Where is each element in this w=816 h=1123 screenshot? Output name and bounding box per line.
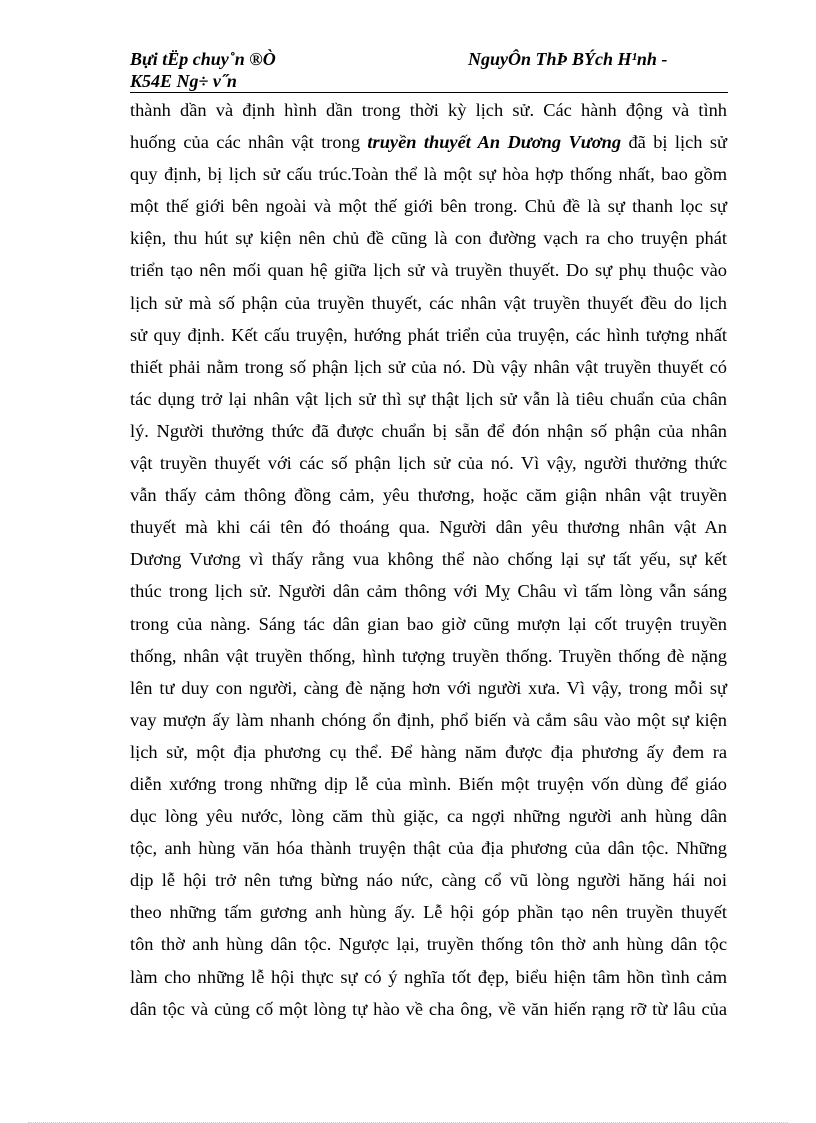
emphasized-title: truyền thuyết An Dương Vương bbox=[367, 132, 622, 153]
paragraph-line: làm cho những lễ hội thực sự có ý nghĩa tốt đẹp, biểu hiện tâm hồn tình cảm bbox=[130, 966, 727, 987]
paragraph-line: vật truyền thuyết với các số phận lịch sử của nó. Vì vậy, người thưởng thức bbox=[130, 453, 727, 474]
paragraph-line: lịch sử, một địa phương cụ thể. Để hàng năm được địa phương ấy đem ra bbox=[130, 741, 727, 762]
header-author-block bbox=[130, 48, 390, 92]
paragraph-line: quy định, bị lịch sử cấu trúc.Toàn thể là một sự hòa hợp thống nhất, bao gồm bbox=[130, 164, 727, 185]
header-author-line-1: Bựi tЁp chuy˚n ®Ò bbox=[130, 49, 276, 69]
body-paragraph bbox=[130, 94, 727, 1025]
paragraph-line: thiết phải nằm trong số phận lịch sử của nó. Dù vậy nhân vật truyền thuyết có bbox=[130, 356, 727, 377]
header-student-name: NguyÔn ThÞ BÝch H¹nh - bbox=[468, 49, 668, 69]
paragraph-line bbox=[130, 126, 727, 158]
paragraph-line: sử quy định. Kết cấu truyện, hướng phát triển của truyện, các hình tượng nhất bbox=[130, 324, 727, 345]
paragraph-line: lý. Người thưởng thức đã được chuẩn bị sẵn để đón nhận số phận của nhân bbox=[130, 420, 727, 441]
paragraph-line: vay mượn ấy làm nhanh chóng ổn định, phổ biến và cắm sâu vào một sự kiện bbox=[130, 709, 727, 730]
paragraph-line: lên tư duy con người, càng đè nặng hơn với người xưa. Vì vậy, trong mỗi sự bbox=[130, 677, 727, 698]
line-text-before: huống của các nhân vật trong bbox=[130, 132, 368, 153]
paragraph-line: kiện, thu hút sự kiện nên chủ đề cũng là con đường vạch ra cho truyện phát bbox=[130, 228, 727, 249]
header-divider bbox=[130, 92, 728, 93]
paragraph-line: theo những tấm gương anh hùng ấy. Lễ hội góp phần tạo nên truyền thuyết bbox=[130, 902, 727, 923]
paragraph-line: tôn thờ anh hùng dân tộc. Ngược lại, truyền thống tôn thờ anh hùng dân tộc bbox=[130, 934, 727, 955]
paragraph-line: dục lòng yêu nước, lòng căm thù giặc, ca ngợi những người anh hùng dân bbox=[130, 806, 727, 827]
line-text-after: đã bị lịch sử bbox=[621, 132, 728, 153]
paragraph-line: triển tạo nên mối quan hệ giữa lịch sử và truyền thuyết. Do sự phụ thuộc vào bbox=[130, 260, 727, 281]
paragraph-line: một thế giới bên ngoài và một thế giới bên trong. Chủ đề là sự thanh lọc sự bbox=[130, 196, 727, 217]
paragraph-line: tác dụng trở lại nhân vật lịch sử thì sự thật lịch sử vẫn là tiêu chuẩn của chân bbox=[130, 388, 727, 409]
paragraph-line: dân tộc và củng cố một lòng tự hào về cha ông, về văn hiến rạng rỡ từ lâu của bbox=[130, 998, 727, 1019]
paragraph-line: thuyết mà khi cái tên đó thoáng qua. Người dân yêu thương nhân vật An bbox=[130, 517, 727, 538]
paragraph-line: thúc trong lịch sử. Người dân cảm thông với Mỵ Châu vì tấm lòng vẫn sáng bbox=[130, 581, 727, 602]
paragraph-line: vẫn thấy cảm thông đồng cảm, yêu thương, hoặc căm giận nhân vật truyền bbox=[130, 485, 727, 506]
paragraph-line: Dương Vương vì thấy rằng vua không thể nào chống lại sự tất yếu, sự kết bbox=[130, 549, 727, 570]
paragraph-line: lịch sử mà số phận của truyền thuyết, các nhân vật truyền thuyết đều do lịch bbox=[130, 292, 727, 313]
paragraph-line: dịp lễ hội trở nên tưng bừng náo nức, càng cổ vũ lòng người hăng hái noi bbox=[130, 870, 727, 891]
paragraph-line: thành dần và định hình dần trong thời kỳ lịch sử. Các hành động và tình bbox=[130, 100, 727, 120]
header-author-line-2: K54E Ng÷ v˝n bbox=[130, 71, 237, 91]
paragraph-line: thống, nhân vật truyền thống, hình tượng truyền thống. Truyền thống đè nặng bbox=[130, 645, 727, 666]
paragraph-line: diễn xướng trong những dịp lễ của mình. Biến một truyện vốn dùng để giáo bbox=[130, 773, 727, 794]
paragraph-line: trong của nàng. Sáng tác dân gian bao giờ cũng mượn lại cốt truyện truyền bbox=[130, 613, 727, 634]
paragraph-line: tộc, anh hùng văn hóa thành truyện thật của địa phương của dân tộc. Những bbox=[130, 838, 727, 859]
page-header bbox=[130, 48, 730, 94]
